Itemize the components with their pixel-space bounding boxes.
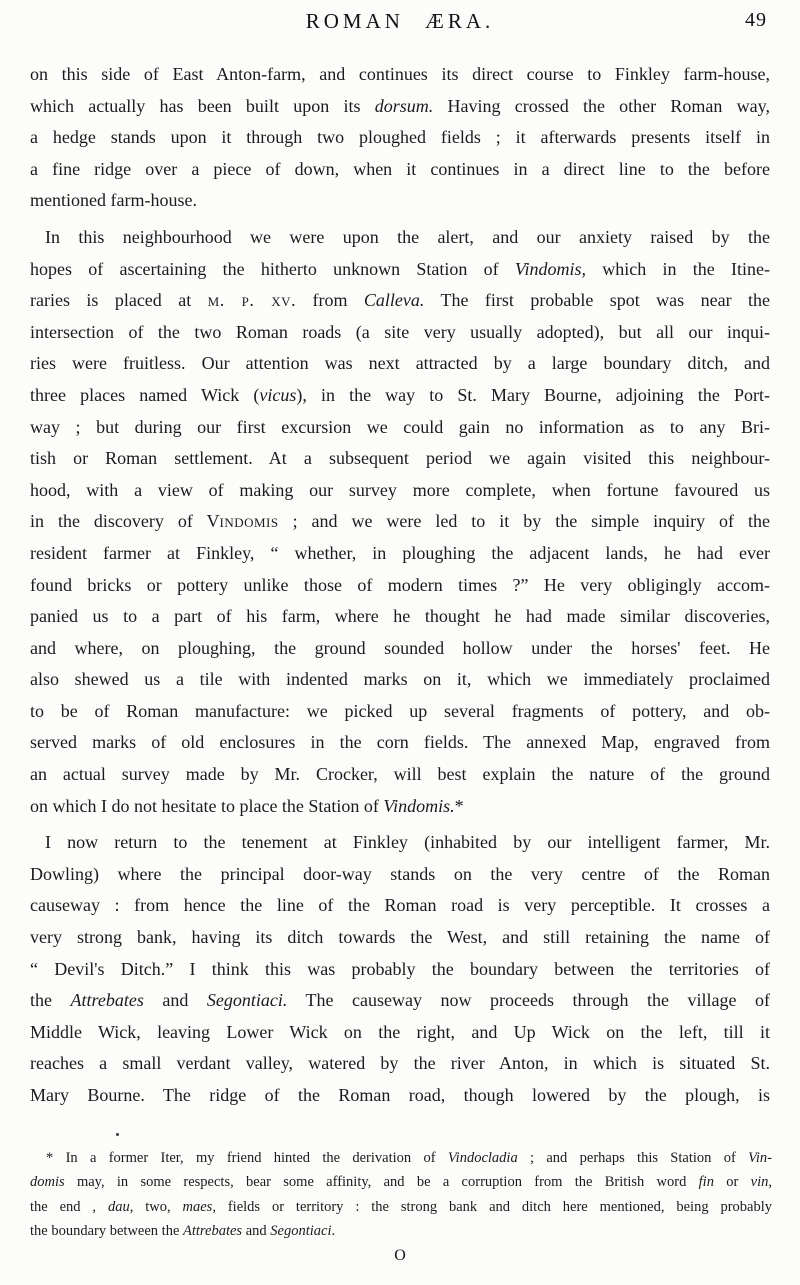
italic-text: Attrebates <box>183 1222 243 1239</box>
text-line <box>30 285 770 317</box>
text-line <box>30 222 770 254</box>
body-text: the end , <box>30 1198 108 1215</box>
text-line <box>30 1170 772 1194</box>
text-line <box>30 791 770 823</box>
body-text: hopes of ascertaining the hitherto unknown Station of <box>30 258 515 279</box>
text-line <box>30 443 770 475</box>
body-text: Mary Bourne. The ridge of the Roman road, though lowered by the plough, is <box>30 1085 770 1105</box>
body-text: ; and we were led to it by the simple inquiry of the <box>278 511 770 532</box>
text-line <box>30 154 770 186</box>
body-text: also shewed us a tile with indented marks on it, which we immediately proclaimed <box>30 669 770 690</box>
body-text: The causeway now proceeds through the village of <box>287 990 770 1011</box>
italic-text: Vin- <box>748 1150 773 1166</box>
body-text: , two, <box>129 1198 183 1215</box>
body-text: on this side of East Anton-farm, and continues its direct course to Finkley farm-house, <box>30 64 770 84</box>
text-line <box>30 696 770 728</box>
text-line <box>30 890 770 922</box>
body-text: or <box>713 1174 751 1191</box>
text-line <box>30 664 770 696</box>
text-line <box>30 91 770 123</box>
italic-text: maes <box>182 1198 213 1215</box>
text-line <box>30 1017 770 1049</box>
body-text: a hedge stands upon it through two ploughed fields ; it afterwards presents itself in <box>30 127 770 148</box>
italic-text: Segontiaci. <box>206 990 288 1011</box>
italic-text: Vindocladia <box>447 1150 518 1166</box>
scan-artifact-dot <box>116 1133 119 1136</box>
small-caps-text: m. p. xv. <box>207 290 297 311</box>
text-line <box>30 985 770 1017</box>
italic-text: Attrebates <box>70 990 144 1011</box>
body-text: Having crossed the other Roman way, <box>433 95 770 116</box>
body-text: * <box>454 795 464 816</box>
body-text: intersection of the two Roman roads (a site very usually adopted), but all our inqui- <box>30 321 770 342</box>
text-line <box>30 954 770 986</box>
text-line <box>30 254 770 286</box>
body-text: an actual survey made by Mr. Crocker, will best explain the nature of the ground <box>30 764 770 785</box>
text-line <box>30 827 770 859</box>
paragraph <box>30 59 770 217</box>
italic-text: Segontiaci <box>270 1222 332 1239</box>
body-text: to be of Roman manufacture: we picked up several fragments of pottery, and ob- <box>30 700 770 721</box>
body-text: very strong bank, having its ditch towards the West, and still retaining the name of <box>30 927 770 948</box>
body-text: three places named Wick ( <box>30 384 260 405</box>
italic-text: Vindomis. <box>383 795 455 816</box>
italic-text: vicus <box>259 384 297 405</box>
body-text: reaches a small verdant valley, watered by the river Anton, in which is situated St. <box>30 1053 770 1074</box>
text-line <box>30 185 770 217</box>
page-number: 49 <box>745 9 767 31</box>
body-text: the boundary between the <box>30 1222 184 1239</box>
text-line <box>30 1048 770 1080</box>
body-text: , fields or territory : the strong bank and ditch here mentioned, being probably <box>212 1198 773 1215</box>
body-text: Middle Wick, leaving Lower Wick on the right, and Up Wick on the left, till it <box>30 1021 770 1042</box>
body-text: and <box>242 1222 271 1239</box>
body-text: I now return to the tenement at Finkley (inhabited by our intelligent farmer, Mr. <box>45 832 770 853</box>
body-text: way ; but during our first excursion we could gain no information as to any Bri- <box>30 416 770 437</box>
body-text: the <box>30 990 71 1011</box>
text-line <box>30 727 770 759</box>
body-text: resident farmer at Finkley, “ whether, in ploughing the adjacent lands, he had ever <box>30 542 770 563</box>
text-line <box>30 570 770 602</box>
body-text: and <box>143 990 207 1011</box>
body-text: , <box>768 1174 772 1191</box>
body-text: “ Devil's Ditch.” I think this was probably the boundary between the territories of <box>30 958 770 979</box>
body-text: served marks of old enclosures in the corn fields. The annexed Map, engraved from <box>30 732 770 753</box>
body-text: may, in some respects, bear some affinity, and be a corruption from the British word <box>64 1174 699 1191</box>
body-text: panied us to a part of his farm, where he thought he had made similar discoveries, <box>30 606 770 627</box>
text-line <box>30 380 770 412</box>
text-line <box>30 922 770 954</box>
text-line <box>30 1219 772 1243</box>
body-text: and where, on ploughing, the ground sounded hollow under the horses' feet. He <box>30 637 770 658</box>
body-text: The first probable spot was near the <box>424 290 770 311</box>
body-text: ries were fruitless. Our attention was next attracted by a large boundary ditch, and <box>30 353 770 374</box>
italic-text: Vindomis, <box>514 258 587 279</box>
text-line <box>30 1146 772 1170</box>
text-line <box>30 412 770 444</box>
body-text: tish or Roman settlement. At a subsequent period we again visited this neighbour- <box>30 448 770 469</box>
text-line <box>30 538 770 570</box>
paragraph <box>30 222 770 822</box>
text-line <box>30 601 770 633</box>
text-line <box>30 506 770 538</box>
body-text: in the discovery of V <box>30 511 220 532</box>
body-text: . <box>331 1222 336 1239</box>
body-text: ; and perhaps this Station of <box>517 1150 749 1166</box>
italic-text: dorsum. <box>374 95 434 116</box>
body-text: found bricks or pottery unlike those of modern times ?” He very obligingly accom- <box>30 574 770 595</box>
body-text: a fine ridge over a piece of down, when it continues in a direct line to the before <box>30 158 770 179</box>
small-caps-text: indomis <box>219 511 279 532</box>
body-text: Dowling) where the principal door-way stands on the very centre of the Roman <box>30 863 770 884</box>
body-text: mentioned farm-house. <box>30 190 197 211</box>
text-line <box>30 1080 770 1112</box>
body-text: hood, with a view of making our survey more complete, when fortune favoured us <box>30 479 770 500</box>
italic-text: dau <box>107 1198 130 1215</box>
text-line <box>30 317 770 349</box>
italic-text: domis <box>30 1174 65 1191</box>
body-text: ), in the way to St. Mary Bourne, adjoining the Port- <box>296 384 770 405</box>
italic-text: fin <box>698 1174 714 1191</box>
text-line <box>30 348 770 380</box>
text-line <box>30 475 770 507</box>
running-head-title: ROMAN ÆRA. <box>305 9 495 33</box>
footnote <box>30 1146 772 1243</box>
text-line <box>30 633 770 665</box>
text-block <box>30 59 770 1112</box>
signature-mark: O <box>394 1247 406 1264</box>
paragraph <box>30 827 770 1111</box>
body-text: from <box>296 290 364 311</box>
body-text: which actually has been built upon its <box>30 95 375 116</box>
text-line <box>30 759 770 791</box>
text-line <box>30 859 770 891</box>
text-line <box>30 122 770 154</box>
italic-text: vin <box>750 1174 769 1191</box>
body-text: raries is placed at <box>30 290 208 311</box>
italic-text: Calleva. <box>363 290 425 311</box>
body-text: * In a former Iter, my friend hinted the derivation of <box>46 1150 448 1166</box>
body-text: which in the Itine- <box>586 258 771 279</box>
text-line <box>30 59 770 91</box>
body-text: on which I do not hesitate to place the Station of <box>30 795 384 816</box>
body-text: causeway : from hence the line of the Roman road is very perceptible. It crosses a <box>30 895 770 916</box>
text-line <box>30 1195 772 1219</box>
body-text: In this neighbourhood we were upon the alert, and our anxiety raised by the <box>45 226 770 247</box>
